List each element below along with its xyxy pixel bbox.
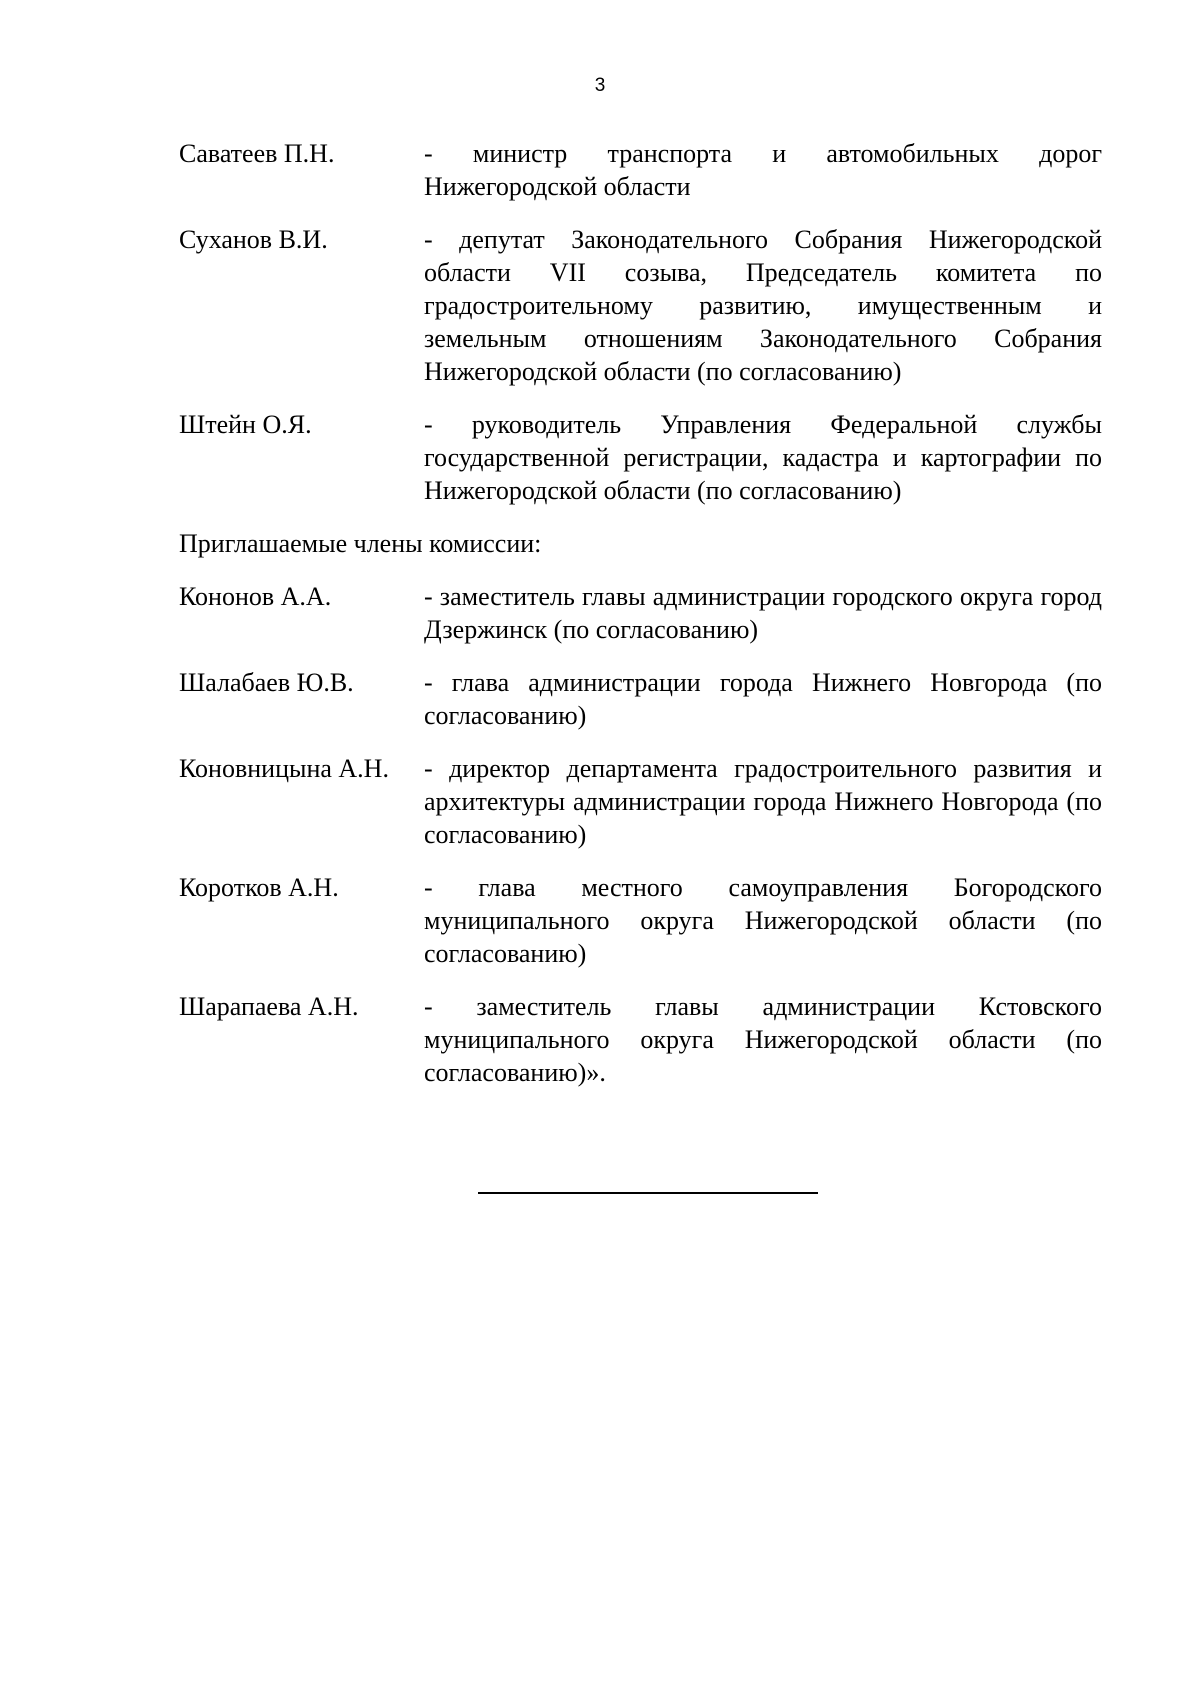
- invited-member-entry: [179, 752, 1102, 851]
- member-name: Шарапаева А.Н.: [179, 992, 359, 1021]
- member-role: - министр транспорта и автомобильных дорог Нижегородской области: [424, 139, 1102, 201]
- invited-member-entry: [179, 666, 1102, 732]
- member-name: Саватеев П.Н.: [179, 139, 335, 168]
- member-name: Коновницына А.Н.: [179, 754, 389, 783]
- member-role: - заместитель главы администрации городского округа город Дзержинск (по согласованию): [424, 582, 1102, 644]
- member-entry: [179, 223, 1102, 388]
- member-name: Кононов А.А.: [179, 582, 332, 611]
- member-role: - глава местного самоуправления Богородского муниципального округа Нижегородской области (по согласованию): [424, 873, 1102, 968]
- member-role: - депутат Законодательного Собрания Нижегородской области VII созыва, Председатель комитета по градостроительному развитию, имущественным и земельным отношениям Законодательного Собрания Нижегородской области (по согласованию): [424, 225, 1102, 386]
- member-name: Штейн О.Я.: [179, 410, 312, 439]
- invited-member-entry: [179, 990, 1102, 1089]
- member-name: Шалабаев Ю.В.: [179, 668, 354, 697]
- page-number: 3: [594, 75, 606, 96]
- member-role: - заместитель главы администрации Кстовского муниципального округа Нижегородской области (по согласованию)».: [424, 992, 1102, 1087]
- invited-members-heading: Приглашаемые члены комиссии:: [179, 529, 542, 558]
- invited-member-entry: [179, 871, 1102, 970]
- member-role: - директор департамента градостроительного развития и архитектуры администрации города Нижнего Новгорода (по согласованию): [424, 754, 1102, 849]
- end-of-document-rule: [478, 1192, 818, 1194]
- member-entry: [179, 137, 1102, 203]
- member-name: Суханов В.И.: [179, 225, 328, 254]
- document-body: [179, 137, 1102, 1109]
- invited-member-entry: [179, 580, 1102, 646]
- member-role: - руководитель Управления Федеральной службы государственной регистрации, кадастра и картографии по Нижегородской области (по согласованию): [424, 410, 1102, 505]
- member-name: Коротков А.Н.: [179, 873, 339, 902]
- member-role: - глава администрации города Нижнего Новгорода (по согласованию): [424, 668, 1102, 730]
- member-entry: [179, 408, 1102, 507]
